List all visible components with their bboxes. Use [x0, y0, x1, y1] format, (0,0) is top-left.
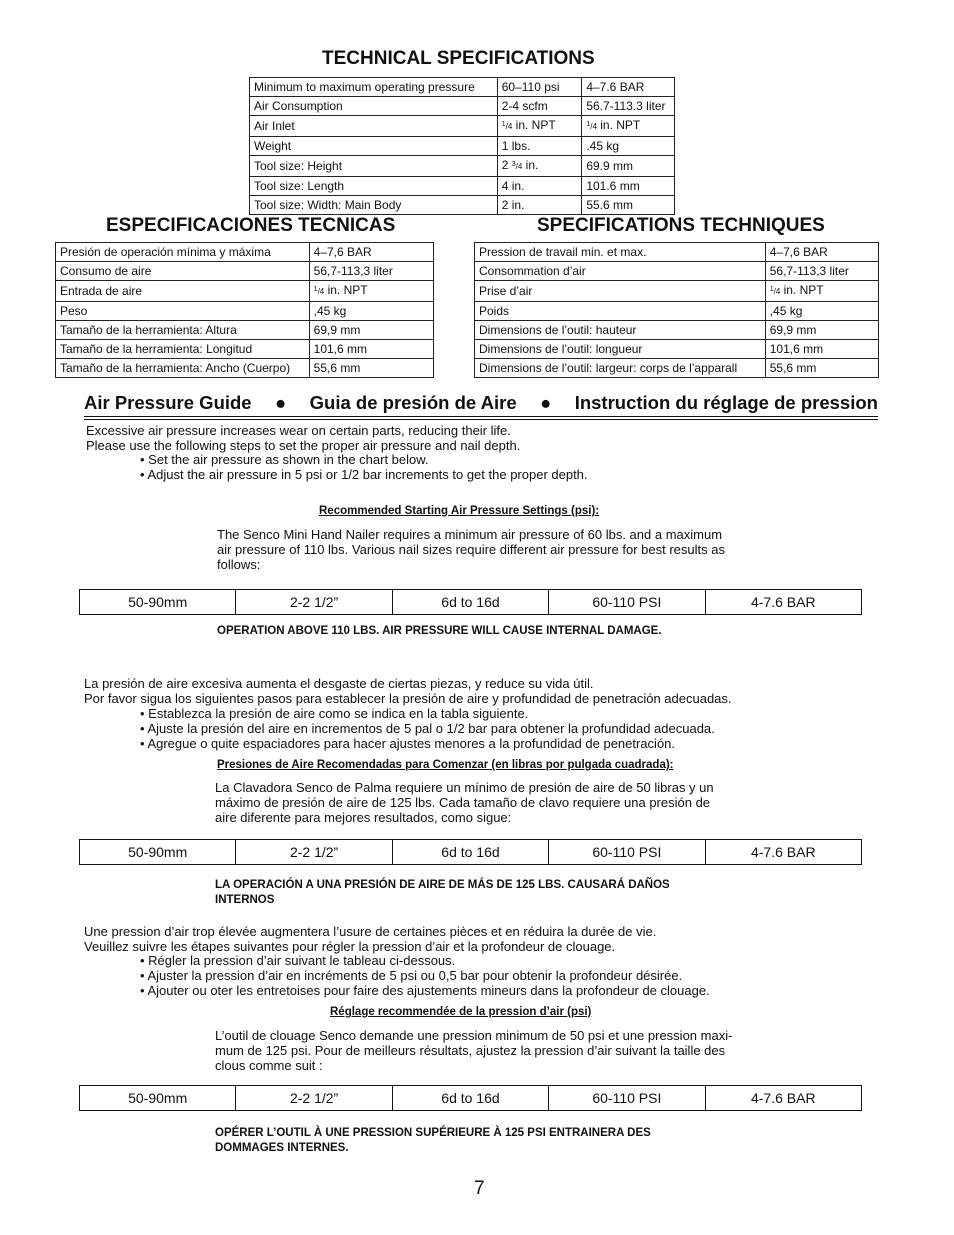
english-intro	[86, 423, 520, 453]
table-cell: 2-2 1/2”	[236, 1086, 392, 1111]
table-cell: 6d to 16d	[392, 590, 548, 615]
list-item: • Agregue o quite espaciadores para hacer ajustes menores a la profundidad de penetración.	[140, 736, 676, 751]
table-cell: Tamaño de la herramienta: Ancho (Cuerpo)	[56, 359, 310, 378]
french-warning	[215, 1126, 651, 1156]
table-cell: Dimensions de l’outil: hauteur	[475, 321, 766, 340]
table-cell: $^1$/4 in. NPT	[497, 116, 582, 137]
french-warning-line: DOMMAGES INTERNES.	[215, 1142, 349, 1154]
fraction: $^1$/4	[313, 286, 325, 296]
table-cell: 56,7-113,3 liter	[765, 262, 878, 281]
table-cell: $^1$/4 in. NPT	[582, 116, 675, 137]
table-cell: 101,6 mm	[765, 340, 878, 359]
table-cell: 55,6 mm	[309, 359, 433, 378]
list-item: • Set the air pressure as shown in the chart below.	[140, 452, 429, 467]
table-cell: 60-110 PSI	[549, 840, 705, 865]
spanish-intro-line: La presión de aire excesiva aumenta el desgaste de ciertas piezas, y reduce su vida útil.	[84, 676, 594, 691]
spanish-subheading: Presiones de Aire Recomendadas para Comenzar (en libras por pulgada cuadrada):	[217, 759, 674, 771]
table-cell: 2 $^3$/4 in.	[497, 156, 582, 177]
table-cell: Tool size: Width: Main Body	[250, 196, 498, 215]
table-row	[56, 262, 434, 281]
table-cell: Prise d’air	[475, 281, 766, 302]
table-row	[475, 262, 879, 281]
spanish-intro-line: Por favor sigua los siguientes pasos para establecer la presión de aire y profundidad de penetración adecuadas.	[84, 691, 732, 706]
english-body-line: follows:	[217, 557, 261, 572]
list-item: • Ajouter ou oter les entretoises pour faire des ajustements mineurs dans la profondeur de clouage.	[140, 983, 710, 998]
table-cell: Peso	[56, 302, 310, 321]
table-row	[475, 302, 879, 321]
english-intro-line: Please use the following steps to set the proper air pressure and nail depth.	[86, 438, 521, 453]
table-cell: 60-110 PSI	[549, 1086, 705, 1111]
table-row	[250, 196, 675, 215]
table-cell: 6d to 16d	[392, 840, 548, 865]
page-number: 7	[474, 1178, 485, 1199]
table-cell: 1 lbs.	[497, 137, 582, 156]
french-intro-line: Veuillez suivre les étapes suivantes pour régler la pression d’air et la profondeur de clouage.	[84, 939, 616, 954]
especificaciones-table	[55, 242, 434, 378]
table-cell: 56.7-113.3 liter	[582, 97, 675, 116]
bullet-separator-icon: ●	[540, 392, 552, 413]
list-item: • Régler la pression d’air suivant le tableau ci-dessous.	[140, 953, 456, 968]
table-cell: 50-90mm	[80, 1086, 236, 1111]
table-cell: 2 in.	[497, 196, 582, 215]
french-intro-line: Une pression d’air trop élevée augmentera l’usure de certaines pièces et en réduira la durée de vie.	[84, 924, 657, 939]
table-cell: Air Consumption	[250, 97, 498, 116]
specifications-techniques-title: SPECIFICATIONS TECHNIQUES	[537, 215, 825, 236]
table-cell: ,45 kg	[765, 302, 878, 321]
spanish-pressure-table	[79, 839, 862, 865]
title-rule	[84, 419, 878, 420]
table-row	[250, 97, 675, 116]
table-cell: Dimensions de l’outil: longueur	[475, 340, 766, 359]
table-cell: Consumo de aire	[56, 262, 310, 281]
english-intro-line: Excessive air pressure increases wear on certain parts, reducing their life.	[86, 423, 511, 438]
table-cell: Tool size: Length	[250, 177, 498, 196]
english-pressure-table	[79, 589, 862, 615]
table-row	[56, 243, 434, 262]
list-item: • Ajuste la presión del aire en incrementos de 5 pal o 1/2 bar para obtener la profundidad adecuada.	[140, 721, 715, 736]
french-body-line: mum de 125 psi. Pour de meilleurs résultats, ajustez la pression d’air suivant la taille des	[215, 1043, 726, 1058]
especificaciones-title: ESPECIFICACIONES TECNICAS	[106, 215, 396, 236]
technical-specifications-table	[249, 77, 675, 215]
table-cell: 2-2 1/2”	[236, 590, 392, 615]
spanish-body-line: aire diferente para mejores resultados, como sigue:	[215, 810, 512, 825]
table-cell: ,45 kg	[309, 302, 433, 321]
english-body-line: air pressure of 110 lbs. Various nail sizes require different air pressure for best results as	[217, 542, 725, 557]
table-row	[80, 840, 862, 865]
table-row	[475, 340, 879, 359]
table-row	[475, 243, 879, 262]
title-rule	[84, 416, 878, 417]
table-cell: 60–110 psi	[497, 78, 582, 97]
english-bullets	[140, 452, 588, 482]
french-body-line: clous comme suit :	[215, 1058, 323, 1073]
table-cell: 2-4 scfm	[497, 97, 582, 116]
table-cell: 4–7,6 BAR	[309, 243, 433, 262]
table-row	[250, 78, 675, 97]
table-cell: $^1$/4 in. NPT	[765, 281, 878, 302]
guide-title-en: Air Pressure Guide	[84, 392, 252, 413]
table-cell: Tamaño de la herramienta: Altura	[56, 321, 310, 340]
table-cell: 4 in.	[497, 177, 582, 196]
table-cell: 4-7.6 BAR	[705, 590, 861, 615]
french-warning-line: OPÉRER L’OUTIL À UNE PRESSION SUPÉRIEURE À 125 PSI ENTRAINERA DES	[215, 1127, 651, 1139]
fraction: $^1$/4	[769, 286, 781, 296]
table-row	[56, 340, 434, 359]
list-item: • Adjust the air pressure in 5 psi or 1/2 bar increments to get the proper depth.	[140, 467, 588, 482]
spanish-warning-line: LA OPERACIÓN A UNA PRESIÓN DE AIRE DE MÁS DE 125 LBS. CAUSARÁ DAÑOS	[215, 879, 670, 891]
french-body	[215, 1028, 732, 1073]
table-cell: Entrada de aire	[56, 281, 310, 302]
table-cell: 50-90mm	[80, 840, 236, 865]
table-cell: Presión de operación mínima y máxima	[56, 243, 310, 262]
table-cell: Tamaño de la herramienta: Longitud	[56, 340, 310, 359]
french-subheading: Réglage recommendée de la pression d’air (psi)	[330, 1006, 592, 1018]
table-row	[56, 321, 434, 340]
list-item: • Establezca la presión de aire como se indica en la tabla siguiente.	[140, 706, 529, 721]
french-body-line: L’outil de clouage Senco demande une pression minimum de 50 psi et une pression maxi-	[215, 1028, 733, 1043]
table-cell: 69,9 mm	[309, 321, 433, 340]
table-cell: Minimum to maximum operating pressure	[250, 78, 498, 97]
technical-specifications-title: TECHNICAL SPECIFICATIONS	[322, 48, 595, 69]
table-row	[56, 302, 434, 321]
table-cell: Weight	[250, 137, 498, 156]
table-cell: 69,9 mm	[765, 321, 878, 340]
table-cell: 50-90mm	[80, 590, 236, 615]
spanish-body-line: La Clavadora Senco de Palma requiere un mínimo de presión de aire de 50 libras y un	[215, 780, 714, 795]
french-pressure-table	[79, 1085, 862, 1111]
table-cell: 56,7-113,3 liter	[309, 262, 433, 281]
fraction: $^3$/4	[511, 161, 523, 171]
table-cell: .45 kg	[582, 137, 675, 156]
table-row	[250, 177, 675, 196]
table-cell: $^1$/4 in. NPT	[309, 281, 433, 302]
english-body-line: The Senco Mini Hand Nailer requires a minimum air pressure of 60 lbs. and a maximum	[217, 527, 723, 542]
guide-title-es: Guia de presión de Aire	[309, 392, 517, 413]
english-warning: OPERATION ABOVE 110 LBS. AIR PRESSURE WILL CAUSE INTERNAL DAMAGE.	[217, 625, 662, 637]
table-row	[80, 590, 862, 615]
spanish-warning-line: INTERNOS	[215, 894, 275, 906]
fraction: $^1$/4	[586, 121, 597, 131]
guide-title-fr: Instruction du réglage de pression	[574, 392, 878, 413]
table-cell: 6d to 16d	[392, 1086, 548, 1111]
spanish-body	[215, 780, 714, 825]
table-row	[250, 137, 675, 156]
table-cell: Tool size: Height	[250, 156, 498, 177]
table-cell: 101.6 mm	[582, 177, 675, 196]
bullet-separator-icon: ●	[275, 392, 287, 413]
table-row	[56, 359, 434, 378]
spanish-warning	[215, 878, 670, 908]
specifications-techniques-table	[474, 242, 879, 378]
table-cell: 55,6 mm	[765, 359, 878, 378]
table-row	[250, 156, 675, 177]
english-body	[217, 527, 725, 572]
table-cell: 55.6 mm	[582, 196, 675, 215]
spanish-body-line: máximo de presión de aire de 125 lbs. Cada tamaño de clavo requiere una presión de	[215, 795, 711, 810]
table-cell: 60-110 PSI	[549, 590, 705, 615]
fraction: $^1$/4	[501, 121, 513, 131]
table-row	[475, 281, 879, 302]
list-item: • Ajuster la pression d’air en incréments de 5 psi ou 0,5 bar pour obtenir la profondeur désirée.	[140, 968, 683, 983]
table-cell: 4-7.6 BAR	[705, 1086, 861, 1111]
table-cell: Poids	[475, 302, 766, 321]
table-cell: Air Inlet	[250, 116, 498, 137]
table-cell: Consommation d’air	[475, 262, 766, 281]
table-cell: 4–7.6 BAR	[582, 78, 675, 97]
table-row	[80, 1086, 862, 1111]
table-cell: Dimensions de l’outil: largeur: corps de l’apparall	[475, 359, 766, 378]
table-cell: Pression de travail min. et max.	[475, 243, 766, 262]
spanish-intro	[84, 676, 732, 706]
table-cell: 4–7,6 BAR	[765, 243, 878, 262]
french-bullets	[140, 953, 710, 998]
table-cell: 69.9 mm	[582, 156, 675, 177]
table-row	[475, 321, 879, 340]
table-cell: 4-7.6 BAR	[705, 840, 861, 865]
table-row	[56, 281, 434, 302]
air-pressure-guide-title	[84, 392, 878, 414]
table-row	[250, 116, 675, 137]
table-row	[475, 359, 879, 378]
english-subheading: Recommended Starting Air Pressure Settings (psi):	[319, 505, 600, 517]
spanish-bullets	[140, 706, 715, 751]
french-intro	[84, 924, 656, 954]
table-cell: 2-2 1/2”	[236, 840, 392, 865]
table-cell: 101,6 mm	[309, 340, 433, 359]
